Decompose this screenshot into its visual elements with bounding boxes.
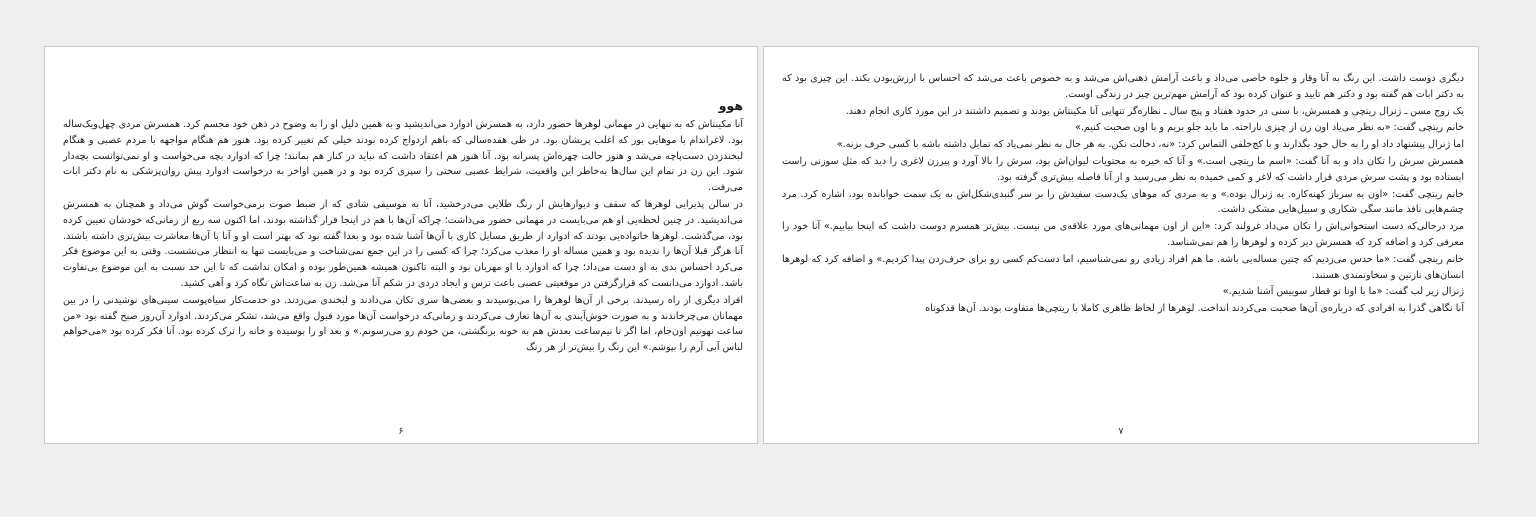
paragraph: یک زوج مسن ـ ژنرال ریتچی و همسرش، با سنی در حدود هفتاد و پنج سال ـ نظاره‌گر تنهایی آنا مکینتاش بودند و تصمیم داشتند در این مورد کاری انجام دهند. [845,105,1464,117]
paragraph: خانم ریتچی گفت: «به نظر می‌یاد اون زن از چیزی ناراحته. ما باید جلو بریم و با اون صحبت کنیم.» [1074,122,1464,134]
paragraph: خانم ریتچی گفت: «ما حدس می‌زدیم که چنین مساله‌یی باشه. ما هم افراد زیادی رو نمی‌شناسیم، اما دست‌کم کسی رو برای حرف‌زدن پیدا کردیم.» و اضافه کرد که لوهرها انسان‌های نازنین و سخاوتمندی هستند. [782,253,1464,281]
document-page-right [763,46,1479,444]
chapter-heading: هوو [718,98,743,113]
paragraph: آنا مکینتاش که به تنهایی در مهمانی لوهرها حضور دارد، به همسرش ادوارد می‌اندیشید و به همین دلیل او را به وضوح در ذهن خود مجسم کرد. همسرش مردی چهل‌ویک‌ساله بود. لاغراندام با موهایی بور که اغلب پریشان بود. در طی هفده‌سالی که باهم ازدواج کرده بودند خیلی کم تغییر کرده بود. هنوز هم هنگام مواجهه با مردم عصبی و هنگام لبخندزدن دست‌پاچه می‌شد و هنوز حالت چهره‌اش پسرانه بود. آنا هنوز هم اعتقاد داشت که نباید در کنار هم بمانند؛ چرا که ادوارد بچه می‌خواست و او نمی‌توانست بچه‌دار شود. این زن در تمام این سال‌ها به‌خاطر این واقعیت، شرایط عصبی سختی را سپری کرده بود و در همین اواخر به درخواست ادوارد پیش روان‌پزشکی به نام دکتر ابات می‌رفت. [63,119,743,194]
paragraph: دیگری دوست داشت. این رنگ به آنا وقار و جلوه خاصی می‌داد و باعث آرامش ذهنی‌اش می‌شد و به خصوص باعث می‌شد که احساس با ارزش‌بودن بکند. این چیزی بود که به دکتر ابات هم گفته بود و دکتر هم تایید و عنوان کرده بود که آرامش مهم‌ترین چیز در زندگی اوست. [782,73,1464,100]
page-number: ۷ [1118,426,1124,437]
page-text-column [63,97,743,356]
paragraph: مرد درحالی‌که دست استخوانی‌اش را تکان می‌داد غرولند کرد: «این از اون مهمانی‌های مورد علاقه‌ی من نیست. بیش‌تر همسرم دوست داشت که اینجا بیاییم.» آنا خود را معرفی کرد و اضافه کرد که همسرش دیر کرده و لوهرها را هم نمی‌شناسد. [782,221,1464,248]
paragraph: ژنرال زیر لب گفت: «ما با اونا تو قطار سوییس آشنا شدیم.» [1222,286,1464,298]
page-number: ۶ [398,426,404,437]
page-text-column [782,71,1464,317]
document-page-left [44,46,758,444]
paragraph: خانم ریتچی گفت: «اون یه سرباز کهنه‌کاره. یه ژنرال بوده.» و به مردی که موهای یک‌دست سفیدش را بر سر گنبدی‌شکل‌اش به یک سمت خوابانده بود، اشاره کرد. مرد چشم‌هایی نافذ مانند سگی شکاری و سبیل‌هایی مشکی داشت. [782,188,1464,216]
paragraph: اما ژنرال پیشنهاد داد او را به حال خود بگذارند و با کج‌خلقی التماس کرد: «نه، دخالت نکن. به هر حال به نظر نمی‌یاد که تمایل داشته باشه با کسی حرف بزنه.» [836,139,1464,151]
paragraph: همسرش سرش را تکان داد و به آنا گفت: «اسم ما ریتچی است.» و آنا که خیره به محتویات لیوان‌اش بود، سرش را بالا آورد و پیرزن لاغری را دید که مثل سوزنی راست ایستاده بود و پشت سرش مردی قرار داشت که لاغر و کمی خمیده به نظر می‌رسید و از آنا فاصله بیش‌تری گرفته بود. [782,155,1464,183]
paragraph: آنا نگاهی گذرا به افرادی که درباره‌ی آن‌ها صحبت می‌کردند انداخت. لوهرها از لحاظ ظاهری کاملا با ریتچی‌ها متفاوت بودند. آن‌ها قدکوتاه [925,303,1464,315]
paragraph: در سالن پذیرایی لوهرها که سقف و دیوارهایش از رنگ طلایی می‌درخشید، آنا به موسیقی شادی که از ضبط صوت برمی‌خواست گوش می‌داد و همچنان به همسرش می‌اندیشید. در چنین لحظه‌یی او هم می‌بایست در مهمانی حضور می‌داشت؛ چراکه آن‌ها با هم در اینجا قرار گذاشته بودند، اما اکنون سه ربع از زمانی‌که خودشان تعیین کرده بود، می‌گذشت. لوهرها خانواده‌یی بودند که ادوارد از طریق مسایل کاری با آن‌ها آشنا شده بود و بعدا گفته بود که بهتر است او و آنا با آن‌ها معاشرت بیش‌تری داشته باشند. آنا هرگز قبلا آن‌ها را ندیده بود و همین مساله او را معذب می‌کرد؛ چرا که کسی را در این جمع نمی‌شناخت و می‌بایست تنها به انتظار می‌نشست. وقتی به این موضوع فکر می‌کرد احساس بدی به او دست می‌داد؛ چرا که ادوارد با او مهربان بود و البته تاکنون همیشه همین‌طور بوده و امکان نداشت که تا این حد نسبت به این موضوع بی‌تفاوت باشد. ادوارد می‌دانست که قرارگرفتن در موقعیتی عصبی باعث ترس و ایجاد دردی در شکم آنا می‌شد. زن به ساعت‌اش نگاه کرد و آهی کشید. [63,198,743,289]
paragraph: افراد دیگری از راه رسیدند. برخی از آن‌ها لوهرها را می‌بوسیدند و بعضی‌ها سری تکان می‌دادند و لبخندی می‌زدند. دو خدمت‌کار سیاه‌پوست سینی‌های نوشیدنی را در بین مهمانان می‌چرخاندند و به صورت خوش‌آیندی به آن‌ها تعارف می‌کردند و زمانی‌که درخواست آن‌ها مورد قبول واقع می‌شد، تشکر می‌کردند. ادوارد آن‌روز صبح گفته بود «من ساعت نهونیم اون‌جام، اما اگر تا نیم‌ساعت بعدش هم به خونه برنگشتی، من خودم رو می‌رسونم.» و بعد او را بوسیده و خانه را ترک کرده بود. آنا فکر کرده بود «می‌خواهم لباس آبی آرم را بپوشم.» این رنگ را بیش‌تر از هر رنگ [63,294,743,354]
